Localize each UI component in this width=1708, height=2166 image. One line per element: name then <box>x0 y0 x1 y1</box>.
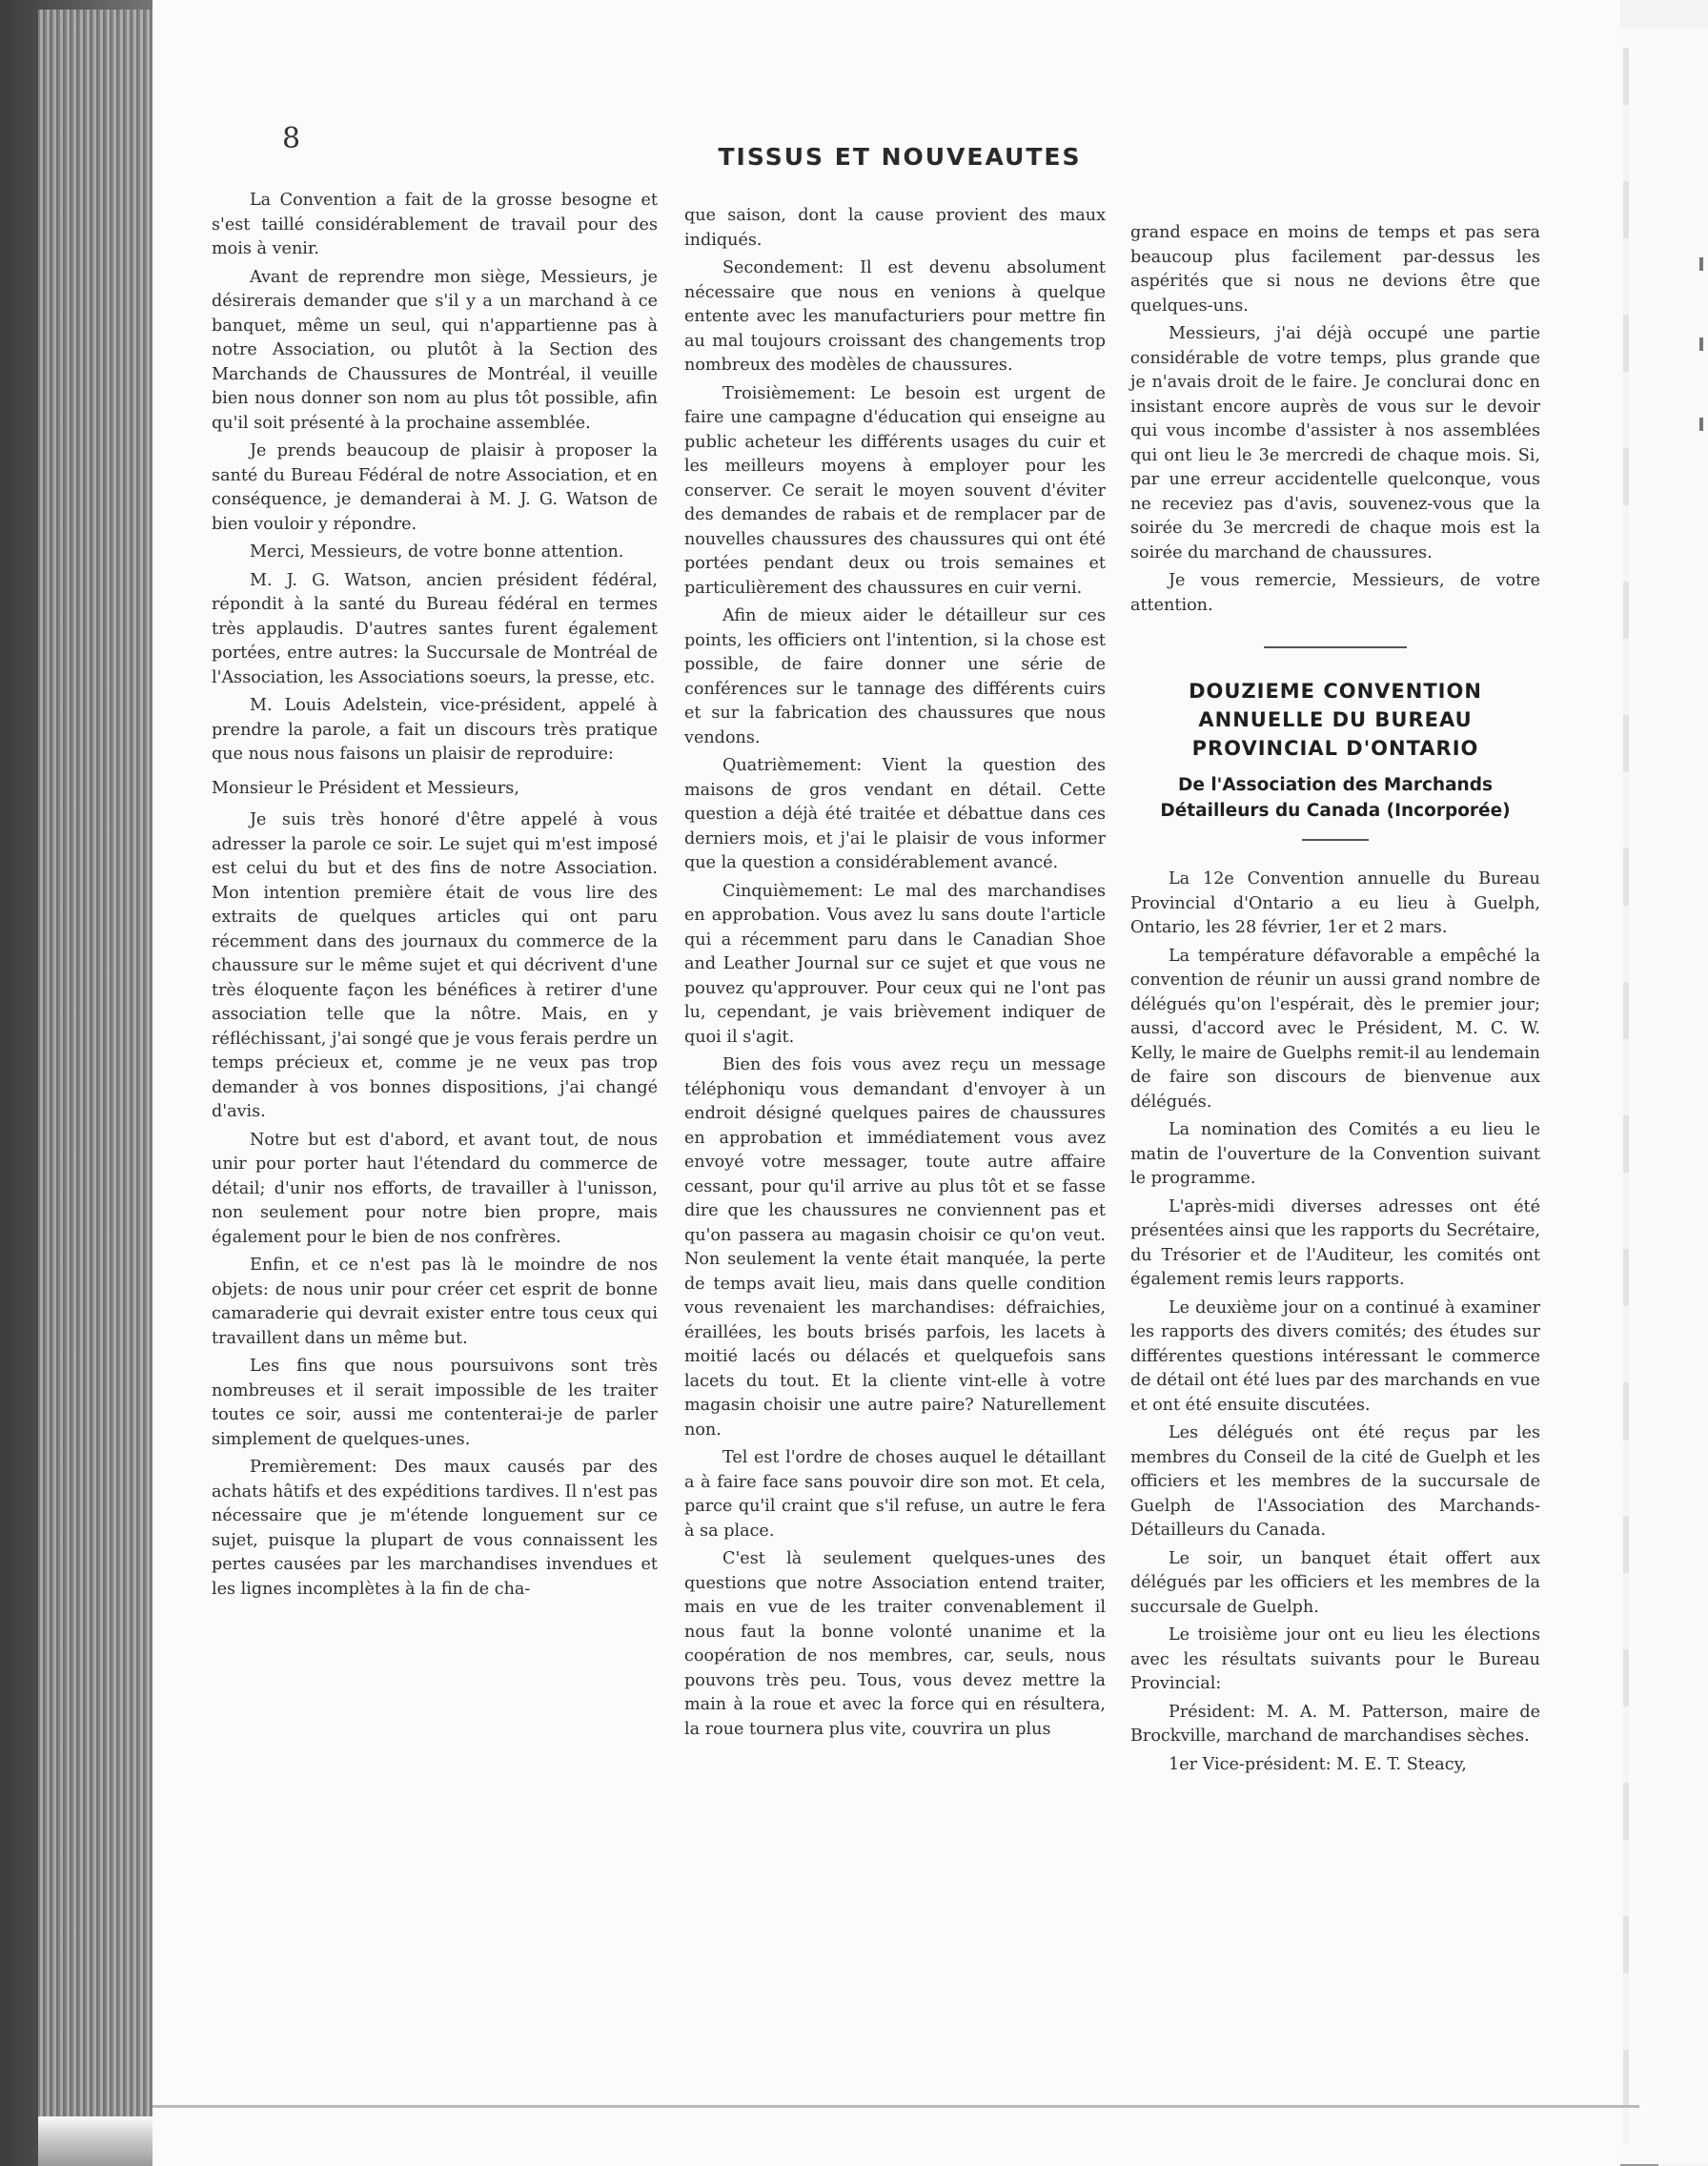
paragraph: M. Louis Adelstein, vice-président, appelé à prendre la parole, a fait un discours très pratique que nous nous faisons un plaisir de reproduire: <box>212 696 658 764</box>
paragraph: que saison, dont la cause provient des maux indiqués. <box>684 206 1106 250</box>
paragraph: Afin de mieux aider le détailleur sur ces points, les officiers ont l'intention, si la chose est possible, de faire donner une série de conférences sur le tannage des différents cuirs et sur la fabrication des chaussures que nous vendons. <box>684 606 1106 747</box>
page-number: 8 <box>282 122 301 155</box>
paragraph: Tel est l'ordre de choses auquel le détaillant a à faire face sans pouvoir dire son mot. Et cela, parce qu'il craint que s'il refuse, un autre le fera à sa place. <box>684 1448 1106 1541</box>
subheading-divider <box>1302 839 1369 841</box>
paragraph: Cinquièmement: Le mal des marchandises en approbation. Vous avez lu sans doute l'article qui a récemment paru dans le Canadian Shoe and Leather Journal sur ce sujet et que vous ne pouvez qu'approuver. Pour ceux qui ne l'ont pas lu, cependant, je vais brièvement indiquer de quoi il s'agit. <box>684 881 1106 1047</box>
paragraph: grand espace en moins de temps et pas sera beaucoup plus facilement par-dessus les aspérités que si nous ne devions être que quelques-uns. <box>1130 223 1540 316</box>
paragraph: Notre but est d'abord, et avant tout, de nous unir pour porter haut l'étendard du commerce de détail; d'unir nos efforts, de travailler à l'unisson, non seulement pour notre bien propre, mais également pour le bien de nos confrères. <box>212 1130 658 1247</box>
paragraph: La Convention a fait de la grosse besogne et s'est taillé considérablement de travail pour des mois à venir. <box>212 191 658 258</box>
paragraph: Les délégués ont été reçus par les membres du Conseil de la cité de Guelph et les officiers et les membres de la succursale de Guelph de l'Association des Marchands-Détailleurs du Canada. <box>1130 1423 1540 1540</box>
paragraph: Merci, Messieurs, de votre bonne attention. <box>250 542 624 562</box>
paragraph: Le troisième jour ont eu lieu les élections avec les résultats suivants pour le Bureau Provincial: <box>1130 1625 1540 1693</box>
paragraph: Messieurs, j'ai déjà occupé une partie considérable de votre temps, plus grande que je n'avais droit de le faire. Je conclurai donc en insistant encore auprès de vous sur le devoir qui vous incombe d'assister à nos assemblées qui ont lieu le 3e mercredi de chaque mois. Si, par une erreur accidentelle quelconque, vous ne receviez pas d'avis, souvenez-vous que la soirée du 3e mercredi de chaque mois est la soirée du marchand de chaussures. <box>1130 324 1540 562</box>
paragraph: Premièrement: Des maux causés par des achats hâtifs et des expéditions tardives. Il n'est pas nécessaire que je m'étende longuement sur ce sujet, puisque la plupart de vous connaissent les pertes causées par les marchandises invendues et les lignes incomplètes à la fin de cha- <box>212 1458 658 1599</box>
paragraph: Le deuxième jour on a continué à examiner les rapports des divers comités; des études sur différentes questions intéressant le commerce de détail ont été lues par des marchands en vue et ont été ensuite discutées. <box>1130 1298 1540 1415</box>
page-bottom-shadow <box>152 2105 1639 2108</box>
paragraph: 1er Vice-président: M. E. T. Steacy, <box>1169 1754 1467 1774</box>
salutation: Monsieur le Président et Messieurs, <box>212 778 519 798</box>
paragraph: Les fins que nous poursuivons sont très nombreuses et il serait impossible de les traiter toutes ce soir, aussi me contenterai-je de parler simplement de quelques-unes. <box>212 1357 658 1449</box>
paragraph: Secondement: Il est devenu absolument nécessaire que nous en venions à quelque entente avec les manufacturiers pour mettre fin au mal toujours croissant des changements trop nombreux des modèles de chaussures. <box>684 258 1106 375</box>
paragraph: La 12e Convention annuelle du Bureau Provincial d'Ontario a eu lieu à Guelph, Ontario, les 28 février, 1er et 2 mars. <box>1130 869 1540 937</box>
paragraph: Je suis très honoré d'être appelé à vous adresser la parole ce soir. Le sujet qui m'est imposé est celui du but et des fins de notre Association. Mon intention première était de vous lire des extraits de quelques articles qui ont paru récemment dans des journaux du commerce de la chaussure sur le même sujet et qui décrivent d'une très éloquente façon les bénéfices à retirer d'une association telle que la nôtre. Mais, en y réfléchissant, j'ai songé que je vous ferais perdre un temps précieux et, comme je ne veux pas trop demander à vos bonnes dispositions, j'ai changé d'avis. <box>212 810 658 1121</box>
paragraph: Bien des fois vous avez reçu un message téléphoniqu vous demandant d'envoyer à un endroit désigné quelques paires de chaussures en approbation et immédiatement vous avez envoyé votre messager, toute autre affaire cessant, pour qu'il arrive au plus tôt et se fasse dire que les chaussures ne conviennent pas et qu'on passera au magasin choisir ce qu'on veut. Non seulement la vente était manquée, la perte de temps avait lieu, mais dans quelle condition vous revenaient les marchandises: défraichies, éraillées, les bouts brisés parfois, les lacets à moitié lacés ou délacés et quelquefois sans lacets du tout. Et la cliente vint-elle à votre magasin choisir une autre paire? Naturellement non. <box>684 1055 1106 1440</box>
paragraph: Président: M. A. M. Patterson, maire de Brockville, marchand de marchandises sèches. <box>1130 1702 1540 1746</box>
paragraph: Quatrièmement: Vient la question des maisons de gros vendant en détail. Cette question a déjà été traitée et débattue dans ces derniers mois, et j'ai le plaisir de vous informer que la question a considérablement avancé. <box>684 756 1106 872</box>
paragraph: Avant de reprendre mon siège, Messieurs, je désirerais demander que s'il y a un marchand à ce banquet, même un seul, qui n'appartienne pas à notre Association, ou plutôt à la Section des Marchands de Chaussures de Montréal, il veuille bien nous donner son nom au plus tôt possible, afin qu'il soit présenté à la prochaine assemblée. <box>212 267 658 433</box>
paragraph: Enfin, et ce n'est pas là le moindre de nos objets: de nous unir pour créer cet esprit de bonne camaraderie qui devrait exister entre tous ceux qui travaillent dans un même but. <box>212 1256 658 1348</box>
paragraph: La nomination des Comités a eu lieu le matin de l'ouverture de la Convention suivant le programme. <box>1130 1120 1540 1188</box>
facing-page-marks <box>1699 257 1705 543</box>
paragraph: C'est là seulement quelques-unes des questions que notre Association entend traiter, mais en vue de les traiter convenablement il nous faut la bonne volonté unanime et la coopération de nos membres, car, seuls, nous pouvons très peu. Tous, vous devez mettre la main à la roue et avec la force qui en résultera, la roue tournera plus vite, couvrira un plus <box>684 1549 1106 1739</box>
paragraph: M. J. G. Watson, ancien président fédéral, répondit à la santé du Bureau fédéral en termes très applaudis. D'autres santes furent également portées, entre autres: la Succursale de Montréal de l'Association, les Associations soeurs, la presse, etc. <box>212 570 658 687</box>
article-subheading: De l'Association des Marchands Détailleurs du Canada (Incorporée) <box>1160 775 1511 821</box>
paragraph: La température défavorable a empêché la convention de réunir un aussi grand nombre de délégués qu'on l'espérait, dès le premier jour; aussi, d'accord avec le Président, M. C. W. Kelly, le maire de Guelphs remit-il au lendemain de faire son discours de bienvenue aux délégués. <box>1130 946 1540 1112</box>
paragraph: Je vous remercie, Messieurs, de votre attention. <box>1130 571 1540 615</box>
facing-page-edge <box>1607 29 1708 2164</box>
column-2 <box>684 204 1106 1746</box>
column-3 <box>1130 221 1540 1781</box>
paragraph: Je prends beaucoup de plaisir à proposer la santé du Bureau Fédéral de notre Association, et en conséquence, je demanderai à M. J. G. Watson de bien vouloir y répondre. <box>212 441 658 534</box>
page-edges <box>38 10 172 2135</box>
running-head: TISSUS ET NOUVEAUTES <box>718 143 1082 171</box>
facing-page-bleed <box>1623 48 1629 2145</box>
article-heading: DOUZIEME CONVENTION ANNUELLE DU BUREAU PROVINCIAL D'ONTARIO <box>1189 680 1482 760</box>
paragraph: L'après-midi diverses adresses ont été présentées ainsi que les rapports du Secrétaire, du Trésorier et de l'Auditeur, les comités ont également remis leurs rapports. <box>1130 1196 1540 1289</box>
paragraph: Troisièmement: Le besoin est urgent de faire une campagne d'éducation qui enseigne au public acheteur les différents usages du cuir et les meilleurs moyens à employer pour les conserver. Ce serait le moyen souvent d'éviter des demandes de rabais et de remplacer par de nouvelles chaussures des chaussures qui ont été portées pendant deux ou trois semaines et particulièrement des chaussures en cuir verni. <box>684 383 1106 598</box>
section-divider <box>1264 646 1407 648</box>
paragraph: Le soir, un banquet était offert aux délégués par les officiers et les membres de la succursale de Guelph. <box>1130 1548 1540 1617</box>
column-1 <box>212 189 658 1605</box>
